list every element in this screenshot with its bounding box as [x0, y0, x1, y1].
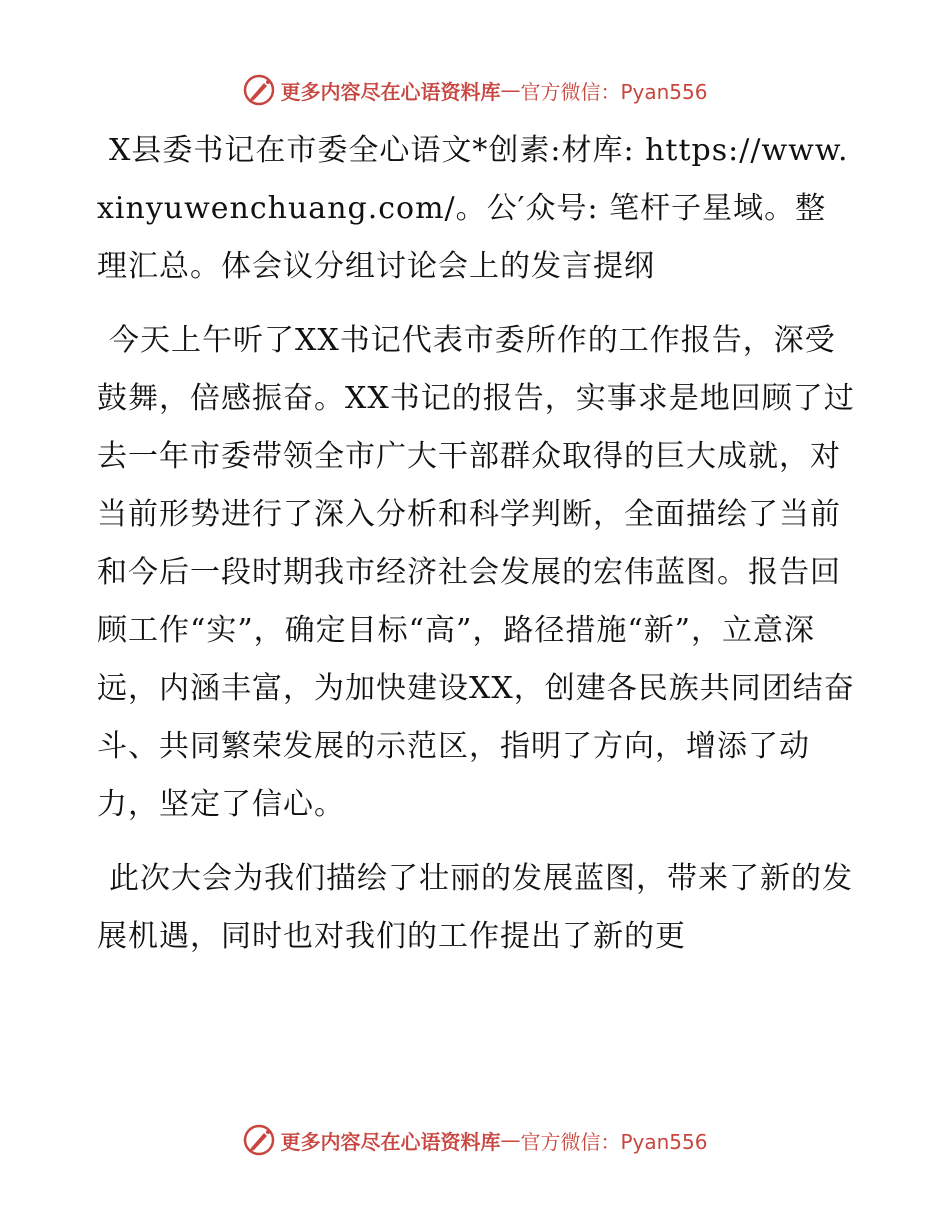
- banner-tagline: 更多内容尽在心语资料库: [280, 79, 501, 104]
- header-watermark-banner: [0, 70, 950, 110]
- banner-wechat: 官方微信：Pyan556: [520, 79, 708, 104]
- footer-watermark-banner: [0, 1120, 950, 1160]
- banner-tagline: 更多内容尽在心语资料库: [280, 1129, 501, 1154]
- banner-separator: —: [500, 1128, 521, 1152]
- document-body: [97, 122, 857, 982]
- paragraph-title: X县委书记在市委全心语文*创素:材库: https://www.xinyuwenchuang.com/。公′众号: 笔杆子星域。整理汇总。体会议分组讨论会上的发言提纲: [97, 133, 849, 284]
- paragraph-body-1: 今天上午听了XX书记代表市委所作的工作报告，深受鼓舞，倍感振奋。XX书记的报告，实事求是地回顾了过去一年市委带领全市广大干部群众取得的巨大成就，对当前形势进行了深入分析和科学判断，全面描绘了当前和今后一段时期我市经济社会发展的宏伟蓝图。报告回顾工作“实”，确定目标“高”，路径措施“新”，立意深远，内涵丰富，为加快建设XX，创建各民族共同团结奋斗、共同繁荣发展的示范区，指明了方向，增添了动力，坚定了信心。: [97, 323, 855, 822]
- paragraph-body-2: 此次大会为我们描绘了壮丽的发展蓝图，带来了新的发展机遇，同时也对我们的工作提出了新的更: [97, 861, 853, 954]
- pen-logo-icon: [242, 73, 276, 107]
- banner-separator: —: [500, 78, 521, 102]
- pen-logo-icon: [242, 1123, 276, 1157]
- banner-wechat: 官方微信：Pyan556: [520, 1129, 708, 1154]
